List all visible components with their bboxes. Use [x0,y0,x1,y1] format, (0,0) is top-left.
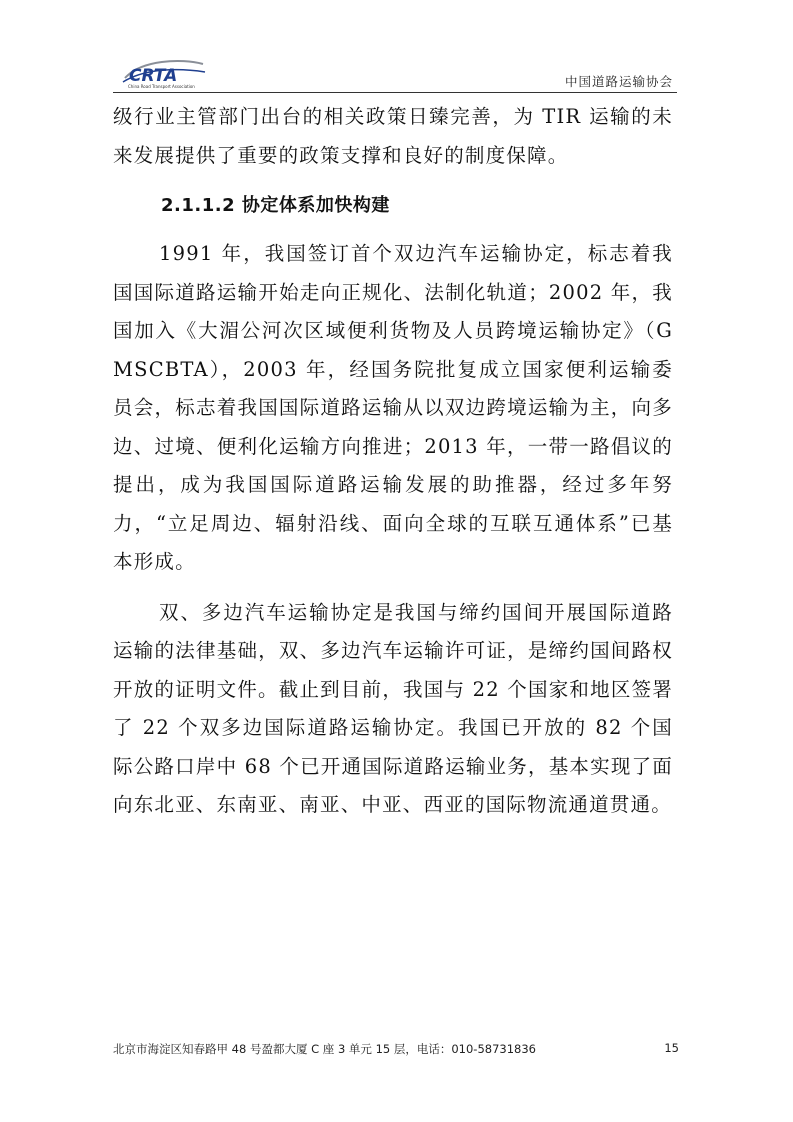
paragraph-policy-support: 级行业主管部门出台的相关政策日臻完善，为 TIR 运输的未来发展提供了重要的政策支撑和良好的制度保障。 [113,105,673,167]
paragraph-bilateral-agreements: 双、多边汽车运输协定是我国与缔约国间开展国际道路运输的法律基础，双、多边汽车运输许可证，是缔约国间路权开放的证明文件。截止到目前，我国与 22 个国家和地区签署了 22 个双多边国际道路运输协定。我国已开放的 82 个国际公路口岸中 68 个已开通国际道路运输业务，基本实现了面向东北亚、东南亚、南亚、中亚、西亚的国际物流通道贯通。 [113,600,673,816]
crta-logo [119,56,209,90]
header-org-name: 中国道路运输协会 [564,74,673,89]
footer-address: 北京市海淀区知春路甲 48 号盈都大厦 C 座 3 单元 15 层，电话：010-58731836 [113,1042,536,1056]
section-heading: 2.1.1.2 协定体系加快构建 [161,195,390,216]
logo-text: CRTA [129,66,178,86]
page-number: 15 [664,1041,679,1055]
page-header [113,52,677,92]
logo-subtitle: China Road Transport Association [128,84,195,89]
paragraph-agreement-history: 1991 年，我国签订首个双边汽车运输协定，标志着我国国际道路运输开始走向正规化、法制化轨道；2002 年，我国加入《大湄公河次区域便利货物及人员跨境运输协定》（GMSCBTA），2003 年，经国务院批复成立国家便利运输委员会，标志着我国国际道路运输从以双边跨境运输为主，向多边、过境、便利化运输方向推进；2013 年，一带一路倡议的提出，成为我国国际道路运输发展的助推器，经过多年努力，“立足周边、辐射沿线、面向全球的互联互通体系”已基本形成。 [113,242,673,573]
header-divider [113,92,677,93]
document-body [113,98,673,825]
